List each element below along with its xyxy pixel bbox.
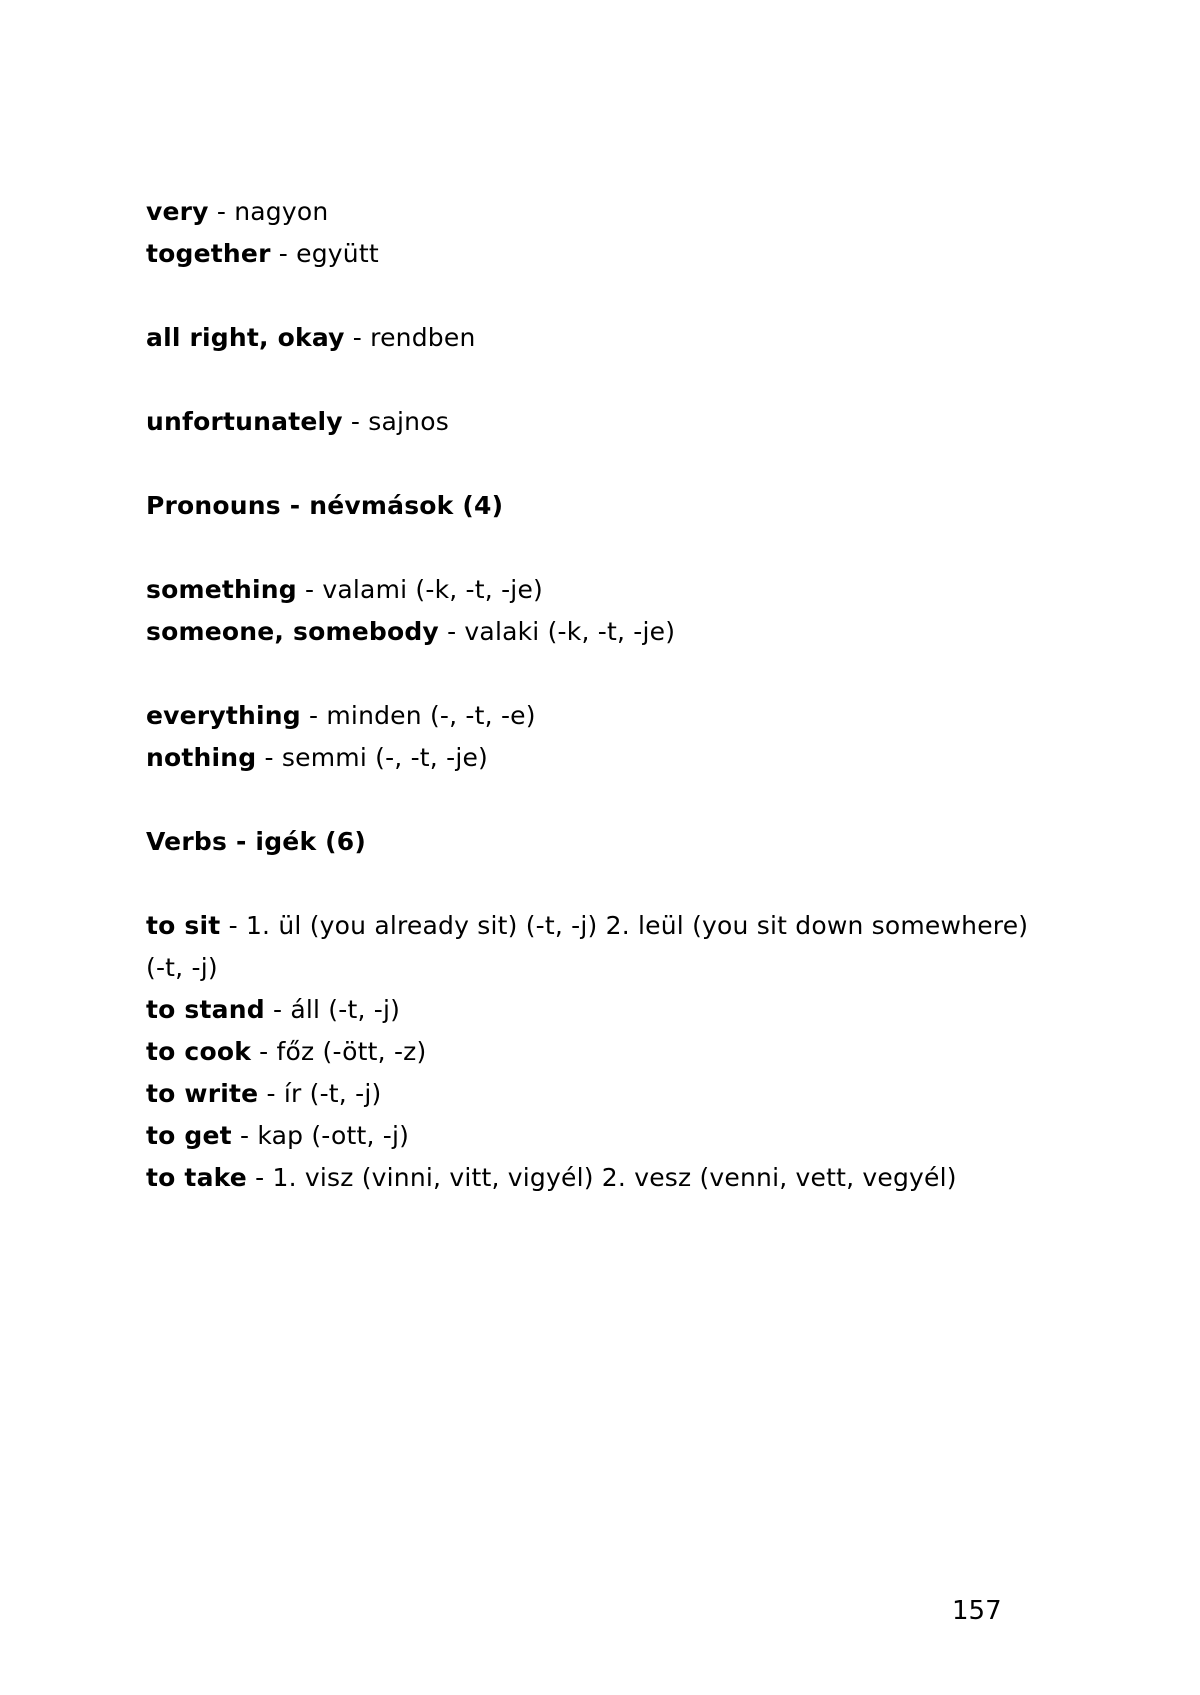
vocabulary-list — [146, 191, 1046, 1199]
entry-translation: - 1. visz (vinni, vitt, vigyél) 2. vesz (venni, vett, vegyél) — [246, 1163, 957, 1192]
entry-term: to write — [146, 1079, 259, 1108]
vocab-entry-to-get — [146, 1115, 1046, 1157]
spacer — [146, 653, 1046, 695]
vocab-entry-someone — [146, 611, 1046, 653]
entry-term: very — [146, 197, 209, 226]
entry-term: someone, somebody — [146, 617, 439, 646]
entry-term: to stand — [146, 995, 265, 1024]
entry-term: all right, okay — [146, 323, 345, 352]
entry-translation: - minden (-, -t, -e) — [300, 701, 536, 730]
entry-translation: - főz (-ött, -z) — [251, 1037, 427, 1066]
vocab-entry-unfortunately — [146, 401, 1046, 443]
entry-translation: - ír (-t, -j) — [258, 1079, 382, 1108]
entry-term: to sit — [146, 911, 221, 940]
vocab-entry-to-cook — [146, 1031, 1046, 1073]
page-number: 157 — [952, 1596, 1002, 1626]
spacer — [146, 443, 1046, 485]
vocab-entry-to-stand — [146, 989, 1046, 1031]
entry-translation: - valaki (-k, -t, -je) — [438, 617, 676, 646]
entry-term: everything — [146, 701, 301, 730]
vocab-entry-all-right — [146, 317, 1046, 359]
spacer — [146, 275, 1046, 317]
entry-term: to get — [146, 1121, 232, 1150]
spacer — [146, 863, 1046, 905]
spacer — [146, 527, 1046, 569]
vocab-entry-to-write — [146, 1073, 1046, 1115]
vocab-entry-something — [146, 569, 1046, 611]
entry-translation: - együtt — [270, 239, 379, 268]
entry-term: together — [146, 239, 271, 268]
entry-term: something — [146, 575, 297, 604]
entry-translation: - semmi (-, -t, -je) — [256, 743, 488, 772]
entry-translation: - sajnos — [342, 407, 449, 436]
entry-term: to cook — [146, 1037, 252, 1066]
entry-translation: - valami (-k, -t, -je) — [296, 575, 543, 604]
entry-translation: - kap (-ott, -j) — [231, 1121, 410, 1150]
entry-translation: - 1. ül (you already sit) (-t, -j) 2. leül (you sit down somewhere) — [220, 911, 1029, 940]
entry-term: nothing — [146, 743, 257, 772]
vocab-entry-together — [146, 233, 1046, 275]
entry-term: to take — [146, 1163, 247, 1192]
vocab-entry-to-sit — [146, 905, 1046, 947]
entry-translation: - rendben — [344, 323, 476, 352]
vocab-entry-to-take — [146, 1157, 1046, 1199]
spacer — [146, 779, 1046, 821]
section-heading-verbs: Verbs - igék (6) — [146, 827, 367, 856]
vocab-entry-very — [146, 191, 1046, 233]
section-heading-pronouns: Pronouns - névmások (4) — [146, 491, 504, 520]
vocab-entry-everything — [146, 695, 1046, 737]
entry-translation: - nagyon — [208, 197, 329, 226]
spacer — [146, 359, 1046, 401]
vocab-entry-nothing — [146, 737, 1046, 779]
entry-term: unfortunately — [146, 407, 343, 436]
vocab-entry-to-sit-continuation: (-t, -j) — [146, 953, 218, 982]
entry-translation: - áll (-t, -j) — [264, 995, 401, 1024]
